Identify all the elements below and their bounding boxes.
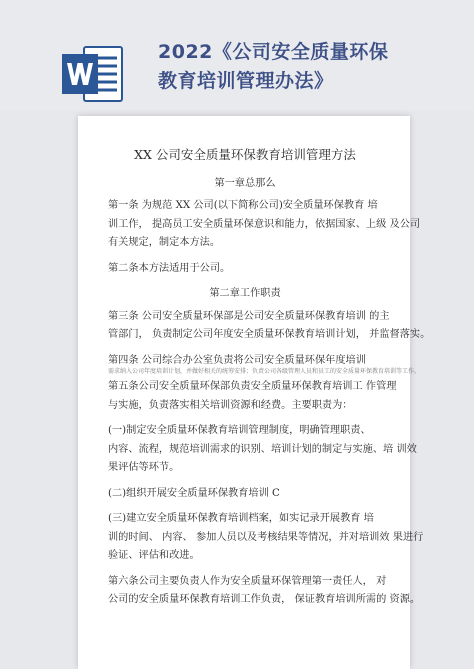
article-3-line: 管部门， 负责制定公司年度安全质量环保教育培训计划， 并监督落实。 <box>108 329 431 340</box>
article-6 <box>108 573 421 610</box>
article-1-line: 训工作， 提高员工安全质量环保意识和能力，依据国家、上级 及公司 <box>108 218 421 230</box>
article-5-line: 第五条公司安全质量环保部负责安全质量环保教育培训工 作管理 <box>108 381 397 392</box>
document-page <box>78 116 431 669</box>
page-heading: XX 公司安全质量环保教育培训管理方法 <box>134 147 356 162</box>
item-3-line: (三)建立安全质量环保教育培训档案，如实记录开展教育 培 <box>108 513 374 524</box>
item-1-line: 内容、流程，规范培训需求的识别、培训计划的制定与实施、培 训效 <box>108 443 417 455</box>
document-body <box>108 146 431 617</box>
document-title-line-1: 2022《公司安全质量环保 <box>158 41 389 63</box>
article-1-line: 有关规定，制定本方法。 <box>108 237 221 248</box>
item-1-line: 果评估等环节。 <box>108 462 180 473</box>
article-6-line: 公司的安全质量环保教育培训工作负责， 保证教育培训所需的 资源。 <box>108 594 421 605</box>
item-1 <box>108 422 417 478</box>
word-document-icon <box>62 44 124 104</box>
article-5-line: 与实施，负责落实相关培训资源和经费。主要职责为： <box>108 399 353 411</box>
article-4: 第四条 公司综合办公室负责将公司安全质量环保年度培训 <box>108 354 366 366</box>
item-3-line: 训的时间、 内容、 参加人员以及考核结果等情况，并对培训效 果进行 <box>108 531 424 543</box>
document-title-line-2: 教育培训管理办法》 <box>158 70 334 92</box>
article-2: 第二条本方法适用于公司。 <box>108 262 231 274</box>
document-title <box>158 38 388 96</box>
article-1 <box>108 197 421 253</box>
article-3-line: 第三条 公司安全质量环保部是公司安全质量环保教育培训 的主 <box>108 310 390 322</box>
article-4-small-text: 需求纳入公司年度培训计划，并做好相关的统筹安排；负责公司各级管理人员和员工的安全质量环保教育培训等工作。 <box>108 368 421 375</box>
article-1-line: 第一条 为规范 XX 公司(以下简称公司)安全质量环保教育 培 <box>108 200 378 211</box>
item-3 <box>108 510 424 566</box>
item-3-line: 验证、评估和改进。 <box>108 550 200 561</box>
item-2: (二)组织开展安全质量环保教育培训 C <box>108 487 280 499</box>
article-3 <box>108 308 431 345</box>
chapter-2-heading: 第二章工作职责 <box>209 288 281 299</box>
item-1-line: (一)制定安全质量环保教育培训管理制度，明确管理职责、 <box>108 425 371 436</box>
chapter-1-heading: 第一章总那么 <box>214 177 276 189</box>
article-6-line: 第六条公司主要负责人作为安全质量环保管理第一责任人， 对 <box>108 575 387 587</box>
page-header <box>0 0 474 110</box>
article-5 <box>108 378 397 415</box>
